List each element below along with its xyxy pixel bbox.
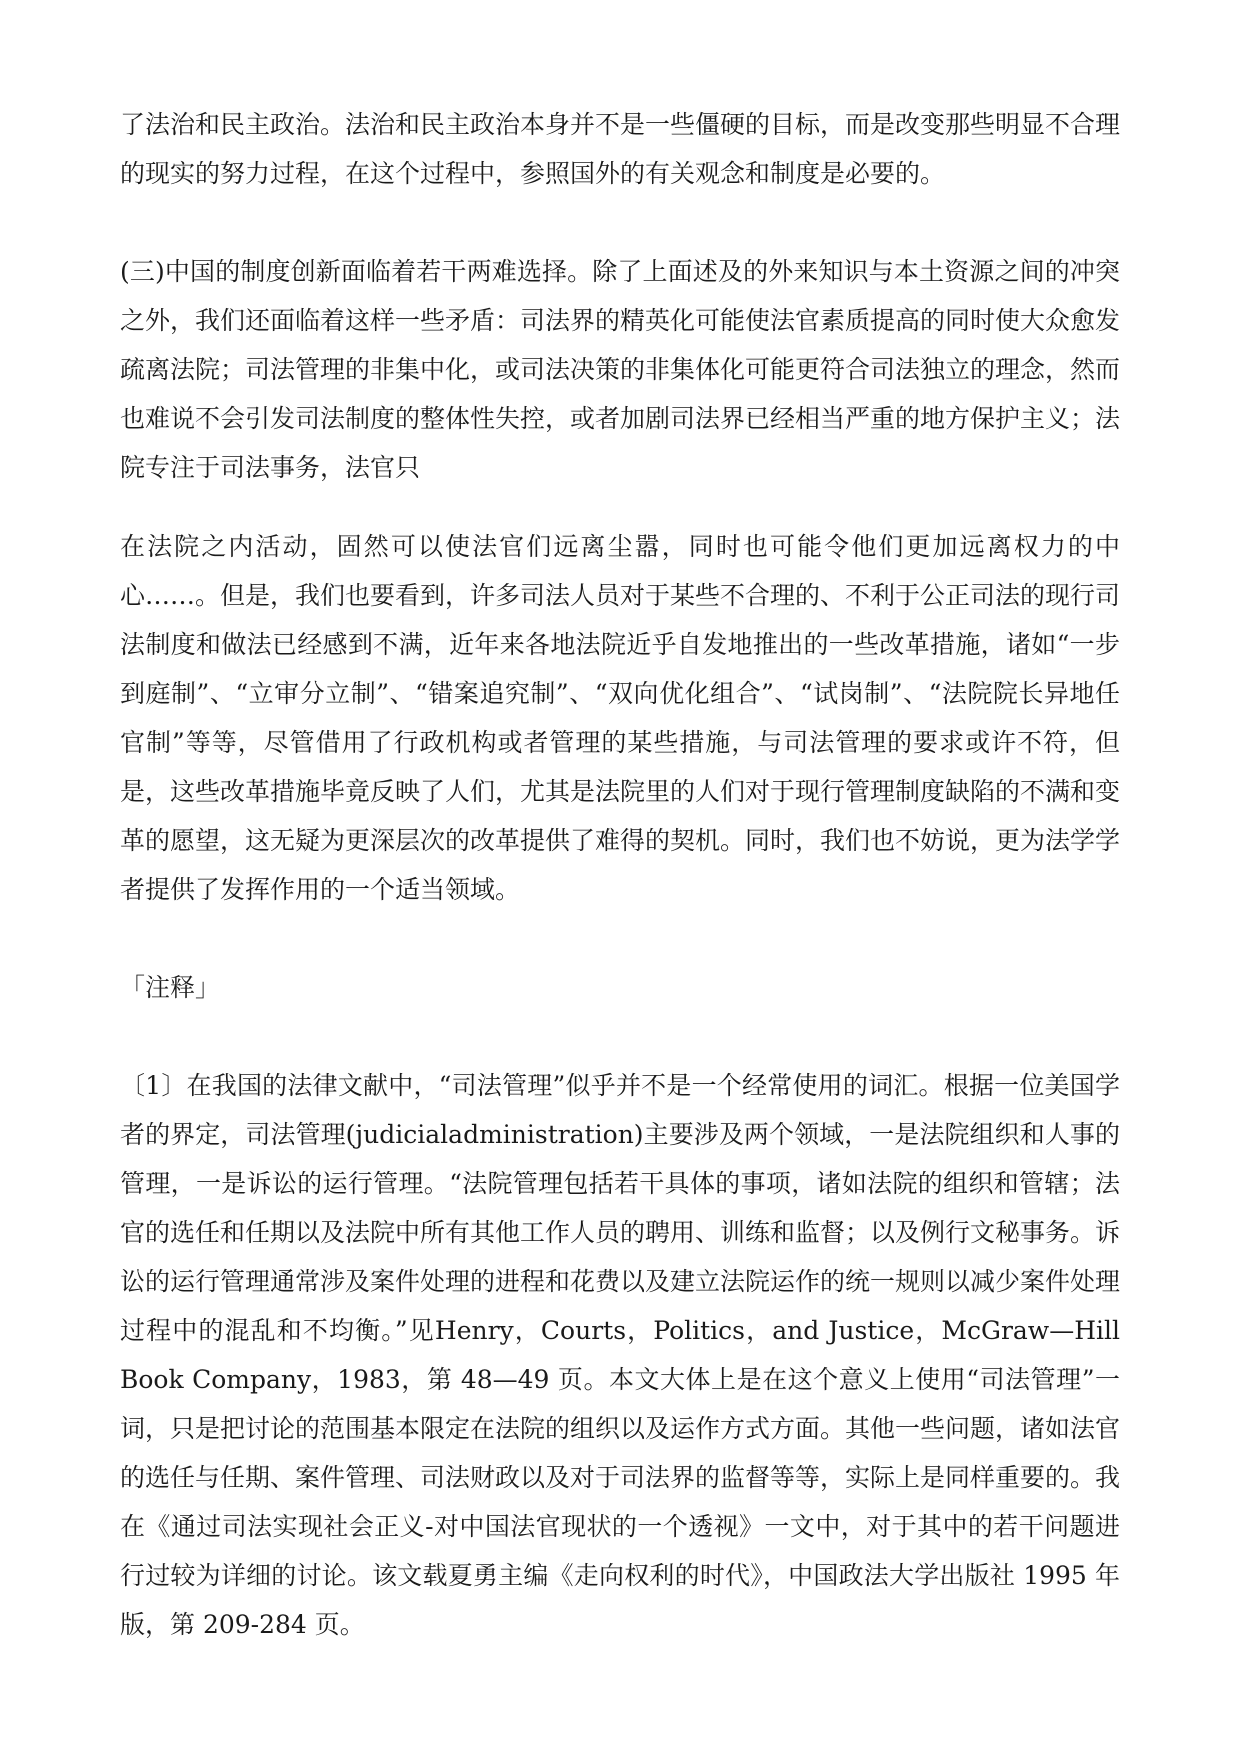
footnote-1: 〔1〕在我国的法律文献中，“司法管理”似乎并不是一个经常使用的词汇。根据一位美国学者的界定，司法管理(judicialadministration)主要涉及两个领域，一是法院组织和人事的管理，一是诉讼的运行管理。“法院管理包括若干具体的事项，诸如法院的组织和管辖；法官的选任和任期以及法院中所有其他工作人员的聘用、训练和监督；以及例行文秘事务。诉讼的运行管理通常涉及案件处理的进程和花费以及建立法院运作的统一规则以减少案件处理过程中的混乱和不均衡。”见Henry，Courts，Politics，and Justice，McGraw—Hill Book Company，1983，第 48—49 页。本文大体上是在这个意义上使用“司法管理”一词，只是把讨论的范围基本限定在法院的组织以及运作方式方面。其他一些问题，诸如法官的选任与任期、案件管理、司法财政以及对于司法界的监督等等，实际上是同样重要的。我在《通过司法实现社会正义-对中国法官现状的一个透视》一文中，对于其中的若干问题进行过较为详细的讨论。该文载夏勇主编《走向权利的时代》，中国政法大学出版社 1995 年版，第 209-284 页。 xyxy=(120,1071,1121,1639)
spacer xyxy=(120,198,1120,247)
notes-heading: 「注释」 xyxy=(120,973,221,1002)
spacer xyxy=(120,914,1120,963)
spacer xyxy=(120,1012,1120,1061)
document-page xyxy=(120,100,1120,1649)
paragraph-section-three: (三)中国的制度创新面临着若干两难选择。除了上面述及的外来知识与本土资源之间的冲突之外，我们还面临着这样一些矛盾：司法界的精英化可能使法官素质提高的同时使大众愈发疏离法院；司法管理的非集中化，或司法决策的非集体化可能更符合司法独立的理念，然而也难说不会引发司法制度的整体性失控，或者加剧司法界已经相当严重的地方保护主义；法院专注于司法事务，法官只 xyxy=(120,257,1121,482)
paragraph-reform-measures: 在法院之内活动，固然可以使法官们远离尘嚣，同时也可能令他们更加远离权力的中心……。但是，我们也要看到，许多司法人员对于某些不合理的、不利于公正司法的现行司法制度和做法已经感到不满，近年来各地法院近乎自发地推出的一些改革措施，诸如“一步到庭制”、“立审分立制”、“错案追究制”、“双向优化组合”、“试岗制”、“法院院长异地任官制”等等，尽管借用了行政机构或者管理的某些措施，与司法管理的要求或许不符，但是，这些改革措施毕竟反映了人们，尤其是法院里的人们对于现行管理制度缺陷的不满和变革的愿望，这无疑为更深层次的改革提供了难得的契机。同时，我们也不妨说，更为法学学者提供了发挥作用的一个适当领域。 xyxy=(120,532,1121,904)
paragraph-continuation: 了法治和民主政治。法治和民主政治本身并不是一些僵硬的目标，而是改变那些明显不合理的现实的努力过程，在这个过程中，参照国外的有关观念和制度是必要的。 xyxy=(120,110,1121,188)
spacer xyxy=(120,492,1120,522)
